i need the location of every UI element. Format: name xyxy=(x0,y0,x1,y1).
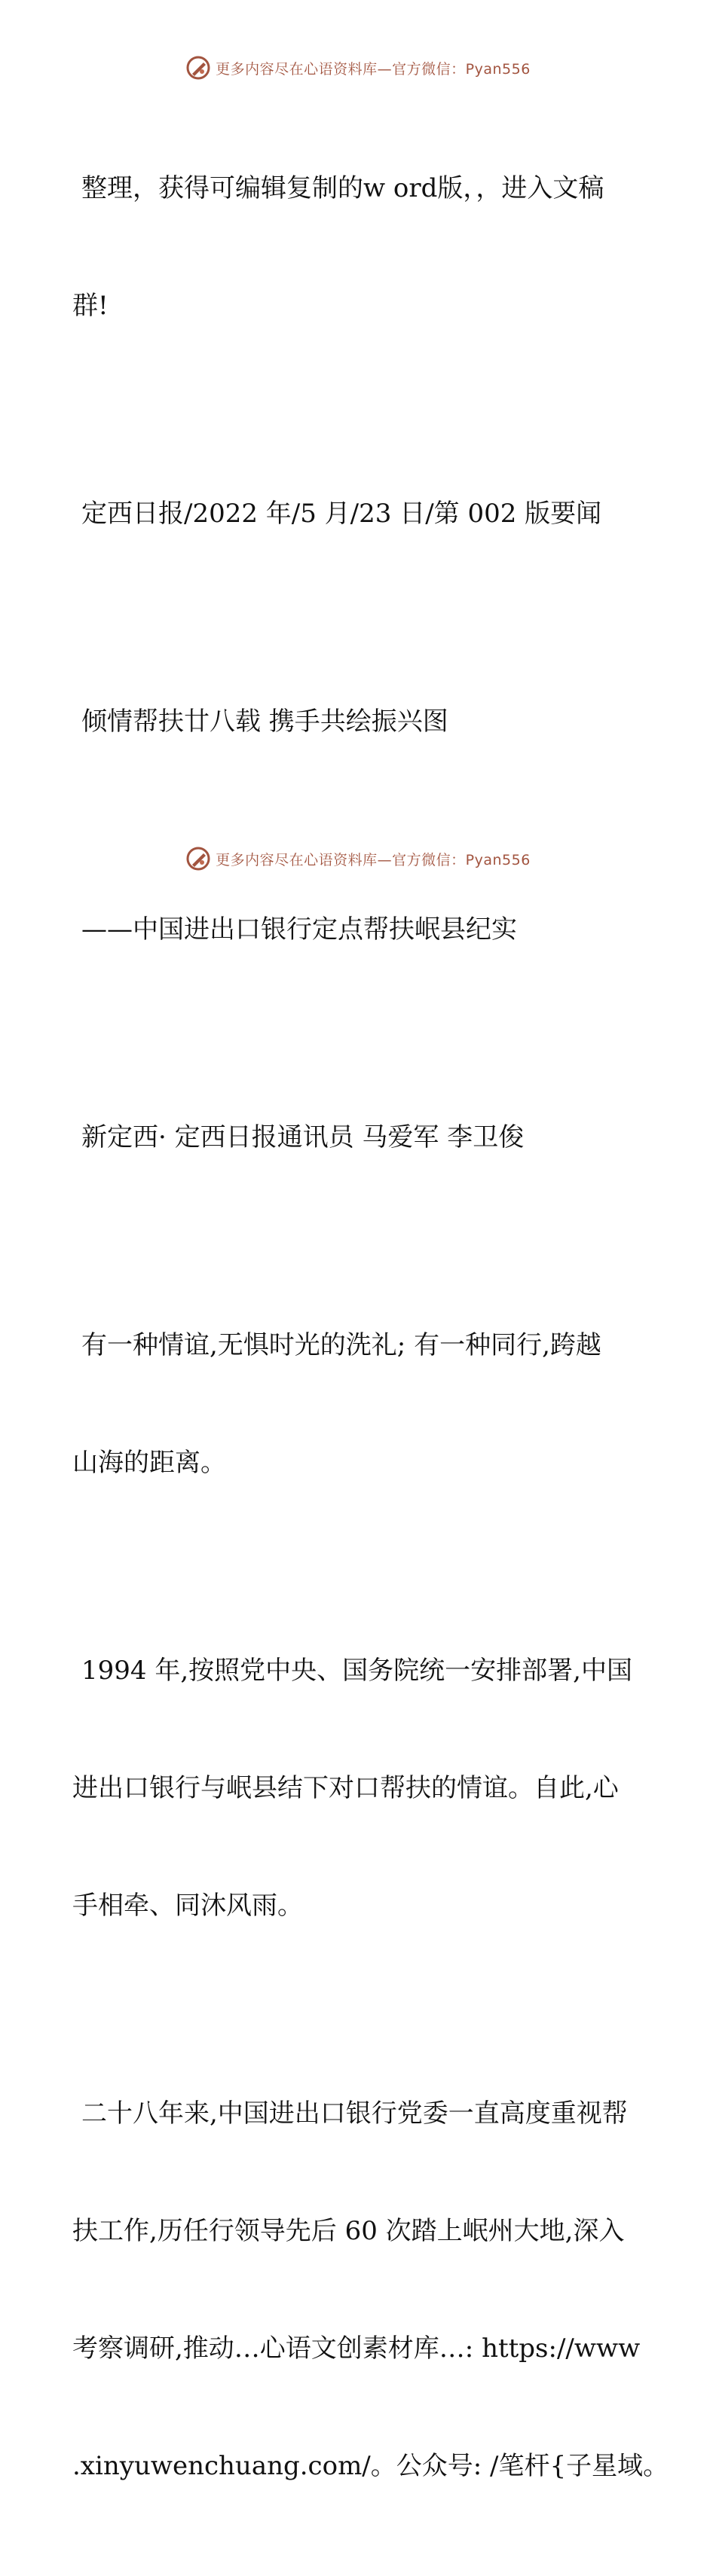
paragraph-headline xyxy=(72,624,653,819)
text-line: ——中国进出口银行定点帮扶岷县纪实 xyxy=(81,914,517,945)
text-line: 群! xyxy=(72,291,109,321)
text-line: 有一种情谊,无惧时光的洗礼; 有一种同行,跨越 xyxy=(81,1330,601,1360)
paragraph-body-1 xyxy=(72,1247,653,1561)
pen-logo-icon xyxy=(185,55,211,81)
text-line: 二十八年来,中国进出口银行党委一直高度重视帮 xyxy=(81,2098,628,2129)
paragraph-body-3 xyxy=(72,2016,669,2564)
paragraph-body-2 xyxy=(72,1573,653,2004)
text-line: 定西日报/2022 年/5 月/23 日/第 002 版要闻 xyxy=(81,499,602,529)
text-line: 考察调研,推动…心语文创素材库…: https://www xyxy=(72,2333,641,2364)
paragraph-byline xyxy=(72,1039,653,1235)
header-watermark-text: 更多内容尽在心语资料库—官方微信：Pyan556 xyxy=(216,60,531,78)
text-line: .xinyuwenchuang.com/。公众号: /笔杆{子星域。 xyxy=(72,2451,669,2481)
footer-watermark-text: 更多内容尽在心语资料库—官方微信：Pyan556 xyxy=(216,851,531,868)
footer-watermark-banner xyxy=(0,844,716,874)
text-line: 手相牵、同沐风雨。 xyxy=(72,1891,303,1921)
text-line: 山海的距离。 xyxy=(72,1448,226,1478)
document-body xyxy=(72,90,669,2576)
paragraph-source xyxy=(72,416,653,612)
paragraph-intro xyxy=(72,90,653,404)
pen-logo-icon xyxy=(185,846,211,871)
text-line: 倾情帮扶廿八载 携手共绘振兴图 xyxy=(81,707,448,737)
text-line: 1994 年,按照党中央、国务院统一安排部署,中国 xyxy=(81,1656,632,1686)
header-watermark-banner xyxy=(0,53,716,83)
text-line: 新定西· 定西日报通讯员 马爱军 李卫俊 xyxy=(81,1122,525,1152)
text-line: 进出口银行与岷县结下对口帮扶的情谊。自此,心 xyxy=(72,1773,619,1803)
text-line: 整理，获得可编辑复制的w ord版，，进入文稿 xyxy=(81,173,604,203)
text-line: 扶工作,历任行领导先后 60 次踏上岷州大地,深入 xyxy=(72,2216,625,2246)
